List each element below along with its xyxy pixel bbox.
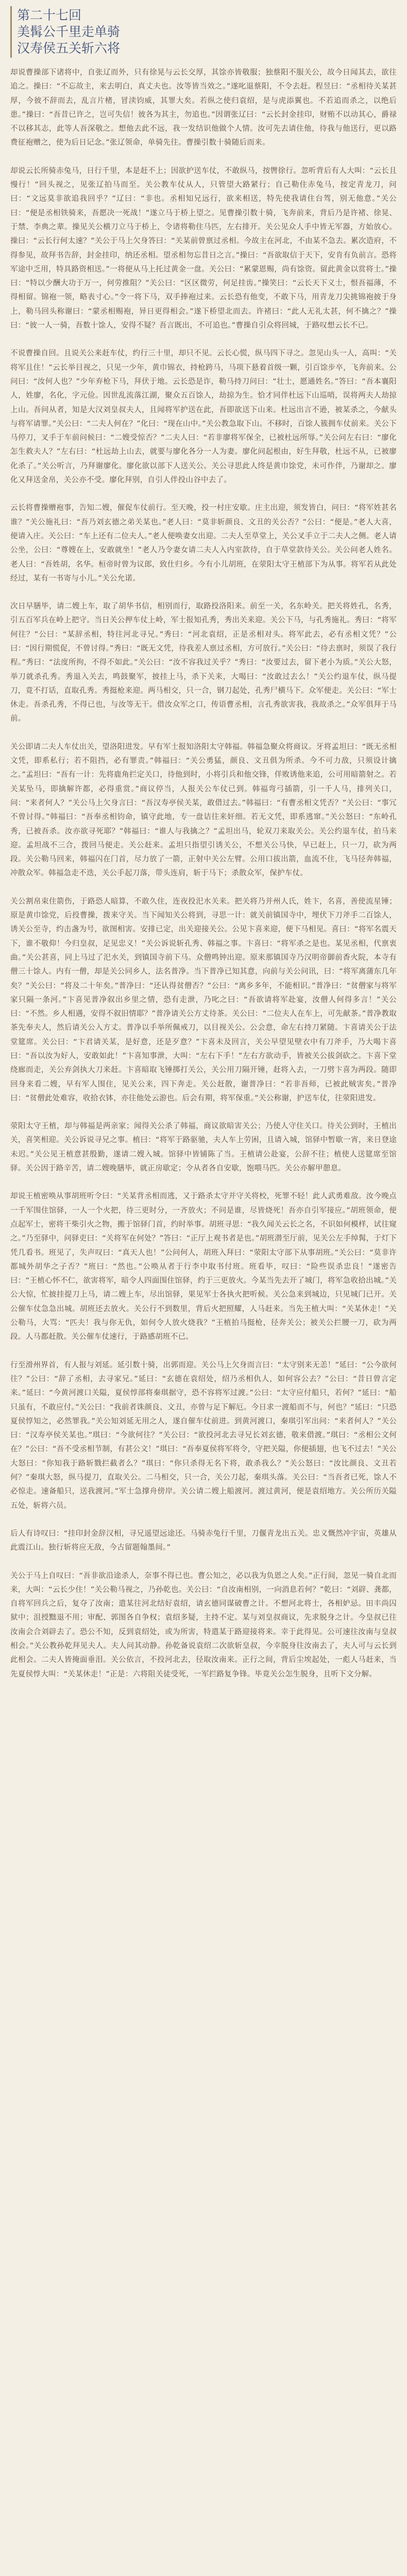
paragraph: 关公即请二夫人车仗出关，望洛阳进发。早有军士报知洛阳太守韩福。韩福急聚众将商议。牙将孟坦曰：“既无丞相文凭，即系私行；若不阻挡，必有罪责。”韩福曰：“关公勇猛，颜良、文丑俱为所杀。今不可力敌，只须设计擒之。”孟坦曰：“吾有一计：先将鹿角拦定关口，待他到时，小将引兵和他交锋，佯败诱他来追，公可用暗箭射之。若关某坠马，即擒解许都，必得重赏。”商议停当，人报关公车仗已到。韩福弯弓插箭，引一千人马，排列关口，问：“来者何人？”关公马上欠身言曰：“吾汉寿亭侯关某，敢借过去。”韩福曰：“有曹丞相文凭否？”关公曰：“事冗不曾讨得。”韩福曰：“吾奉丞相钧命，镇守此地，专一盘诘往来奸细。若无文凭，即系逃窜。”关公怒曰：“东岭孔秀，已被吾杀。汝亦欲寻死耶？”韩福曰：“谁人与我擒之？”孟坦出马，轮双刀来取关公。关公约退车仗，拍马来迎。孟坦战不三合，拨回马便走。关公赶来。孟坦只指望引诱关公，不想关公马快，早已赶上，只一刀，砍为两段。关公勒马回来，韩福闪在门首，尽力放了一箭，正射中关公左臂。公用口拔出箭，血流不住，飞马径奔韩福，冲散众军。韩福急走不迭，关公手起刀落，带头连肩，斩于马下；杀散众军，保护车仗。: [10, 742, 397, 878]
paragraph: 却说王植密唤从事胡班听令曰：“关某背丞相而逃，又于路杀太守并守关将校，死罪不轻！此人武勇难敌。汝今晚点一千军围住馆驿，一人一个火把，待三更时分，一齐放火；不问是谁，尽皆烧死！吾亦自引军接应。”胡班领命，便点起军士，密将干柴引火之物，搬于馆驿门首，约时举事。胡班寻思：“我久闻关云长之名，不识如何模样，试往窥之。”乃至驿中，问驿吏曰：“关将军在何处？”答曰：“正厅上观书者是也。”胡班潜至厅前，见关公左手绰髯，于灯下凭几看书。班见了，失声叹曰：“真天人也！”公问何人，胡班入拜曰：“荥阳太守部下从事胡班。”关公曰：“莫非许都城外胡华之子否？”班曰：“然也。”公唤从者于行李中取书付班。班看毕，叹曰：“险些误杀忠良！”遂密告曰：“王植心怀不仁，欲害将军，暗令人四面围住馆驿，约于三更放火。今某当先去开了城门，将军急收拾出城。”关公大惊，忙披挂提刀上马，请二嫂上车，尽出馆驿，果见军士各执火把听候。关公急来到城边，只见城门已开。关公催车仗急急出城。胡班还去放火。关公行不到数里，背后火把照耀，人马赶来。当先王植大叫：“关某休走！”关公勒马，大骂：“匹夫！我与你无仇，如何令人放火烧我？”王植拍马挺枪，径奔关公；被关公拦腰一刀，砍为两段。人马都赶散。关公催车仗速行，于路感胡班不已。: [10, 1192, 397, 1342]
chapter-body: [10, 66, 397, 2565]
paragraph: 却说曹操部下诸将中，自张辽而外，只有徐晃与云长交厚，其馀亦皆敬服；独蔡阳不服关公，故今日闻其去，欲往追之。操曰：“不忘故主，来去明白，真丈夫也。汝等皆当效之。”遂叱退蔡阳，不令去赶。程昱曰：“丞相待关某甚厚，今彼不辞而去，乱言片楮，冒渎钧威，其罪大矣。若纵之使归袁绍，是与虎添翼也。不若追而杀之，以绝后患。”操曰：“吾昔已许之，岂可失信！彼各为其主，勿追也。”因谓张辽曰：“云长封金挂印，财贿不以动其心，爵禄不以移其志，此等人吾深敬之。想他去此不远，我一发结识他做个人情。汝可先去请住他，待我与他送行，更以路费征袍赠之，使为后日记念。”张辽领命，单骑先往。曹操引数十骑随后而来。: [10, 69, 397, 147]
paragraph: 不说曹操自回。且说关公来赶车仗，约行三十里，却只不见。云长心慌，纵马四下寻之。忽见山头一人，高叫：“关将军且住！”云长举目视之，只见一少年，黄巾锦衣，持枪跨马，马项下悬着首级一颗，引百馀步卒，飞奔前来。公问曰：“汝何人也？”少年弃枪下马，拜伏于地。云长恐是诈，勒马持刀问曰：“壮士，愿通姓名。”答曰：“吾本襄阳人，姓廖，名化，字元俭。因世乱流落江湖，聚众五百馀人，劫掠为生。恰才同伴杜远下山巡哨，误将两夫人劫掠上山。吾问从者，知是大汉刘皇叔夫人，且闻将军护送在此，吾即欲送下山来。杜远出言不逊，被某杀之，今献头与将军请罪。”关公曰：“二夫人何在？”化曰：“现在山中。”关公教急取下山。不移时，百馀人簇拥车仗前来。关公下马停刀，叉手于车前问候曰：“二嫂受惊否？”二夫人曰：“若非廖将军保全，已被杜远所辱。”关公问左右曰：“廖化怎生救夫人？”左右曰：“杜远劫上山去，就要与廖化各分一人为妻。廖化问起根由，好生拜敬，杜远不从，已被廖化杀了。”关公听言，乃拜谢廖化。廖化欲以部下人送关公。关公寻思此人终是黄巾馀党，未可作伴，乃谢却之。廖化又拜送金帛，关公亦不受。廖化拜别，自引人伴投山谷中去了。: [10, 349, 397, 485]
paragraph: 却说云长所骑赤兔马，日行千里，本是赶不上；因欲护送车仗，不敢纵马，按辔徐行。忽听背后有人大叫：“云长且慢行！”回头视之，见张辽拍马而至。关公教车仗从人，只管望大路紧行；自己勒住赤兔马，按定青龙刀，问曰：“文远莫非欲追我回乎？”辽曰：“非也。丞相知兄远行，欲来相送，特先使我请住台驾，别无他意。”关公曰：“便是丞相铁骑来，吾愿决一死战！”遂立马于桥上望之。见曹操引数十骑，飞奔前来，背后乃是许褚、徐晃、于禁、李典之辈。操见关公横刀立马于桥上，令诸将勒住马匹，左右排开。关公见众人手中皆无军器，方始放心。操曰：“云长行何太速？”关公于马上欠身答曰：“关某前曾禀过丞相。今故主在河北，不由某不急去。累次造府，不得参见，故拜书告辞，封金挂印，纳还丞相。望丞相勿忘昔日之言。”操曰：“吾欲取信于天下，安肯有负前言。恐将军途中乏用，特具路资相送。”一将便从马上托过黄金一盘。关公曰：“累蒙恩赐，尚有馀资。留此黄金以赏将士。”操曰：“特以少酬大功于万一，何劳推阻？”关公曰：“区区微劳，何足挂齿。”操笑曰：“云长天下义士，恨吾福薄，不得相留。锦袍一领，略表寸心。”令一将下马，双手捧袍过来。云长恐有他变，不敢下马，用青龙刀尖挑锦袍披于身上，勒马回头称谢曰：“蒙丞相赐袍，异日更得相会。”遂下桥望北而去。许褚曰：“此人无礼太甚，何不擒之？”操曰：“彼一人一骑，吾数十馀人，安得不疑？吾言既出，不可追也。”曹操自引众将回城，于路叹想云长不已。: [10, 166, 397, 330]
paragraph: 后人有诗叹曰：“挂印封金辞汉相，寻兄遥望远途还。马骑赤兔行千里，刀偃青龙出五关。忠义慨然冲宇宙，英雄从此震江山。独行斩将应无敌，今古留题翰墨间。”: [10, 1529, 397, 1552]
chapter-title-block: [10, 6, 397, 58]
paragraph: 次日早膳毕，请二嫂上车，取了胡华书信，相别而行，取路投洛阳来。前至一关，名东岭关。把关将姓孔，名秀，引五百军兵在岭上把守。当日关公押车仗上岭，军士报知孔秀，秀出关来迎。关公下马，与孔秀施礼。秀曰：“将军何往？”公曰：“某辞丞相，特往河北寻兄。”秀曰：“河北袁绍，正是丞相对头。将军此去，必有丞相文凭？”公曰：“因行期慌促，不曾讨得。”秀曰：“既无文凭，待我差人禀过丞相，方可放行。”关公曰：“待去禀时，须误了我行程。”秀曰：“法度所拘，不得不如此。”关公曰：“汝不容我过关乎？”秀曰：“汝要过去，留下老小为质。”关公大怒，举刀就杀孔秀。秀退入关去，鸣鼓聚军，披挂上马，杀下关来，大喝曰：“汝敢过去么！”关公约退车仗，纵马提刀，竟不打话，直取孔秀。秀挺枪来迎。两马相交，只一合，钢刀起处，孔秀尸横马下。众军便走。关公曰：“军士休走。吾杀孔秀，不得已也，与汝等无干。借汝众军之口，传语曹丞相，言孔秀欲害我，我故杀之。”众军俱拜于马前。: [10, 602, 397, 723]
paragraph: 关公于马上自叹曰：“吾非欲沿途杀人，奈事不得已也。曹公知之，必以我为负恩之人矣。”正行间，忽见一骑自北而来，大叫：“云长少住！”关公勒马视之，乃孙乾也。关公曰：“自汝南相别，一向消息若何？”乾曰：“刘辟、龚都，自将军回兵之后，复夺了汝南；遣某往河北结好袁绍，请玄德同谋破曹之计。不想河北将士，各相妒忌。田丰尚囚狱中；沮授黜退不用；审配、郭图各自争权；袁绍多疑，主持不定。某与刘皇叔商议，先求脱身之计。今皇叔已往汝南会合刘辟去了。恐公不知，反到袁绍处，或为所害，特遣某于路迎接将来。幸于此得见。公可速往汝南与皇叔相会。”关公教孙乾拜见夫人。夫人问其动静。孙乾备说袁绍二次欲斩皇叔，今幸脱身往汝南去了，夫人可与云长到此相会。二夫人皆掩面垂泪。关公依言，不投河北去，径取汝南来。正行之间，背后尘埃起处，一彪人马赶来，当先夏侯惇大叫：“关某休走！”正是：六将阻关徒受死，一军拦路复争锋。毕竟关公怎生脱身，且听下文分解。: [10, 1571, 397, 1679]
paragraph: 行至滑州界首，有人报与刘延。延引数十骑，出郭而迎。关公马上欠身而言曰：“太守别来无恙！”延曰：“公今欲何往？”公曰：“辞了丞相，去寻家兄。”延曰：“玄德在袁绍处，绍乃丞相仇人，如何容公去？”公曰：“昔日曾言定来。”延曰：“今黄河渡口关隘，夏侯惇部将秦琪据守，恐不容将军过渡。”公曰：“太守应付船只，若何？”延曰：“船只虽有，不敢应付。”关公曰：“我前者诛颜良、文丑，亦曾与足下解厄。今日求一渡船而不与，何也？”延曰：“只恐夏侯惇知之，必然罪我。”关公知刘延无用之人，遂自催车仗前进。到黄河渡口，秦琪引军出问：“来者何人？”关公曰：“汉寿亭侯关某也。”琪曰：“今欲何往？”关公曰：“欲投河北去寻兄长刘玄德，敬来借渡。”琪曰：“丞相公文何在？”公曰：“吾不受丞相节制，有甚公文！”琪曰：“吾奉夏侯将军将令，守把关隘，你便插翅，也飞不过去！”关公大怒曰：“你知我于路斩戮拦截者么？”琪曰：“你只杀得无名下将，敢杀我么？”关公怒曰：“汝比颜良、文丑若何？”秦琪大怒，纵马提刀，直取关公。二马相交，只一合，关公刀起，秦琪头落。关公曰：“当吾者已死，馀人不必惊走。速备船只，送我渡河。”军士急撑舟傍岸。关公请二嫂上船渡河。渡过黄河，便是袁绍地方。关公所历关隘五处，斩将六员。: [10, 1361, 397, 1510]
paragraph: 关公割帛束住箭伤，于路恐人暗算，不敢久住，连夜投汜水关来。把关将乃并州人氏，姓卞，名喜，善使流星锤；原是黄巾馀党，后投曹操，拨来守关。当下闻知关公将到，寻思一计：就关前镇国寺中，埋伏下刀斧手二百馀人，诱关公至寺，约击盏为号，欲图相害。安排已定，出关迎接关公。公见卞喜来迎，便下马相见。喜曰：“将军名震天下，谁不敬仰！今归皇叔，足见忠义！”关公诉说斩孔秀、韩福之事。卞喜曰：“将军杀之是也。某见丞相，代禀衷曲。”关公甚喜，同上马过了汜水关，到镇国寺前下马。众僧鸣钟出迎。原来那镇国寺乃汉明帝御前香火院，本寺有僧三十馀人。内有一僧，却是关公同乡人，法名普净。当下普净已知其意，向前与关公问讯，曰：“将军离蒲东几年矣？”关公曰：“将及二十年矣。”普净曰：“还认得贫僧否？”公曰：“离乡多年，不能相识。”普净曰：“贫僧家与将军家只隔一条河。”卞喜见普净叙出乡里之情，恐有走泄，乃叱之曰：“吾欲请将军赴宴，汝僧人何得多言！”关公曰：“不然。乡人相遇，安得不叙旧情耶？”普净请关公方丈待茶。关公曰：“二位夫人在车上，可先献茶。”普净教取茶先奉夫人，然后请关公入方丈。普净以手举所佩戒刀，以目视关公。公会意，命左右持刀紧随。卞喜请关公于法堂筵席。关公曰：“卞君请关某，是好意，还是歹意？”卞喜未及回言，关公早望见壁衣中有刀斧手，乃大喝卞喜曰：“吾以汝为好人，安敢如此！”卞喜知事泄，大叫：“左右下手！”左右方欲动手，皆被关公拔剑砍之。卞喜下堂绕廊而走，关公弃剑执大刀来赶。卞喜暗取飞锤掷打关公，关公用刀隔开锤，赶将入去，一刀劈卞喜为两段。随即回身来看二嫂，早有军人围住，见关公来，四下奔走。关公赶散，谢普净曰：“若非吾师，已被此贼害矣。”普净曰：“贫僧此处难容，收拾衣钵，亦往他处云游也。后会有期，将军保重。”关公称谢，护送车仗，往荥阳进发。: [10, 897, 397, 1103]
chapter-title-line-2: 汉寿侯五关斩六将: [17, 41, 121, 56]
chapter-title-line-1: 美髯公千里走单骑: [17, 24, 121, 39]
chapter-number: 第二十七回: [17, 8, 82, 23]
paragraph: 云长将曹操赠袍事，告知二嫂，催促车仗前行。至天晚，投一村庄安歇。庄主出迎，须发皆白，问曰：“将军姓甚名谁？”关公施礼曰：“吾乃刘玄德之弟关某也。”老人曰：“莫非斩颜良、文丑的关公否？”公曰：“便是。”老人大喜，便请入庄。关公曰：“车上还有二位夫人。”老人便唤妻女出迎。二夫人至草堂上，关公叉手立于二夫人之侧。老人请公坐，公曰：“尊嫂在上，安敢就坐！”老人乃令妻女请二夫人入内室款待，自于草堂款待关公。关公问老人姓名。老人曰：“吾姓胡，名华。桓帝时曾为议郎，致仕归乡。今有小儿胡班，在荥阳太守王植部下为从事。将军若从此处经过，某有一书寄与小儿。”关公允诺。: [10, 504, 397, 583]
paragraph: 荥阳太守王植，却与韩福是两亲家；闻得关公杀了韩福，商议欲暗害关公；乃使人守住关口。待关公到时，王植出关，喜笑相迎。关公诉说寻兄之事。植曰：“将军于路驱驰，夫人车上劳困，且请入城，馆驿中暂歇一宵，来日登途未迟。”关公见王植意甚殷勤，遂请二嫂入城。馆驿中皆铺陈了当。王植请公赴宴，公辞不往；植使人送筵席至馆驿。关公因于路辛苦，请二嫂晚膳毕，就正房歇定；令从者各自安歇，饱喂马匹。关公亦解甲憩息。: [10, 1122, 397, 1173]
